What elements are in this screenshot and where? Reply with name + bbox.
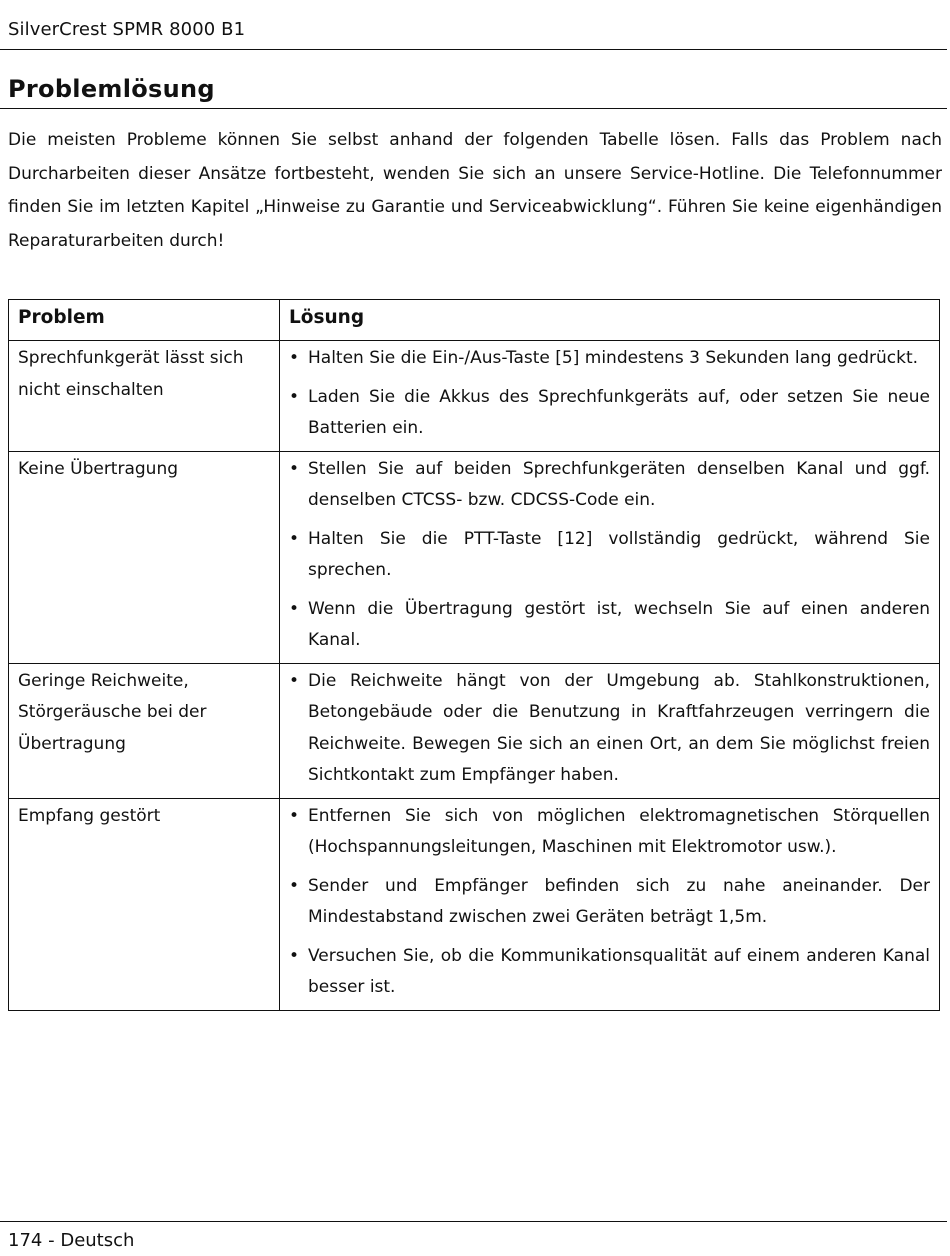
footer-separator: - — [48, 1230, 55, 1251]
problem-cell: Geringe Reichweite, Störgeräusche bei der Übertragung — [9, 663, 280, 798]
title-divider — [0, 108, 947, 109]
header-divider — [0, 49, 947, 50]
running-header-title: SilverCrest SPMR 8000 B1 — [8, 19, 246, 40]
solution-text: Halten Sie die Ein-/Aus-Taste [5] mindestens 3 Sekunden lang gedrückt. — [308, 348, 919, 368]
solution-item — [289, 666, 930, 792]
page-number: 174 — [8, 1230, 43, 1251]
column-header-solution: Lösung — [280, 300, 940, 341]
bullet-icon: • — [289, 805, 300, 826]
bullet-icon: • — [289, 670, 300, 691]
solution-item — [289, 454, 930, 517]
bullet-icon: • — [289, 386, 300, 407]
problem-cell: Empfang gestört — [9, 798, 280, 1010]
solution-item — [289, 871, 930, 934]
bullet-icon: • — [289, 945, 300, 966]
solution-cell — [280, 798, 940, 1010]
bullet-icon: • — [289, 348, 300, 368]
solution-text: Stellen Sie auf beiden Sprechfunkgeräten denselben Kanal und ggf. denselben CTCSS- bzw. CDCSS-Code ein. — [308, 458, 930, 510]
solution-item — [289, 343, 930, 375]
bullet-icon: • — [289, 598, 300, 619]
table-row — [9, 341, 940, 452]
solution-text: Sender und Empfänger befinden sich zu nahe aneinander. Der Mindestabstand zwischen zwei Geräten beträgt 1,5m. — [308, 875, 930, 927]
solution-cell — [280, 663, 940, 798]
problem-cell: Keine Übertragung — [9, 451, 280, 663]
solution-item — [289, 594, 930, 657]
problem-cell: Sprechfunkgerät lässt sich nicht einschalten — [9, 341, 280, 452]
solution-text: Wenn die Übertragung gestört ist, wechseln Sie auf einen anderen Kanal. — [308, 598, 930, 650]
table-row — [9, 798, 940, 1010]
table-row — [9, 663, 940, 798]
solution-text: Die Reichweite hängt von der Umgebung ab. Stahlkonstruktionen, Betongebäude oder die Benutzung in Kraftfahrzeugen verringern die Reichweite. Bewegen Sie sich an einen Ort, an dem Sie möglichst freien Sichtkontakt zum Empfänger haben. — [308, 670, 930, 785]
column-header-problem: Problem — [9, 300, 280, 341]
footer-divider — [0, 1221, 947, 1222]
solution-text: Laden Sie die Akkus des Sprechfunkgeräts auf, oder setzen Sie neue Batterien ein. — [308, 386, 930, 438]
footer-language: Deutsch — [60, 1230, 135, 1251]
page-footer — [8, 1228, 134, 1254]
section-title: Problemlösung — [8, 75, 215, 103]
solution-item — [289, 382, 930, 445]
intro-paragraph: Die meisten Probleme können Sie selbst anhand der folgenden Tabelle lösen. Falls das Problem nach Durcharbeiten dieser Ansätze fortbesteht, wenden Sie sich an unsere Service-Hotline. Die Telefonnummer finden Sie im letzten Kapitel „Hinweise zu Garantie und Serviceabwicklung“. Führen Sie keine eigenhändigen Reparaturarbeiten durch! — [8, 130, 942, 251]
bullet-icon: • — [289, 458, 300, 479]
bullet-icon: • — [289, 875, 300, 896]
solution-text: Versuchen Sie, ob die Kommunikationsqualität auf einem anderen Kanal besser ist. — [308, 945, 930, 997]
solution-text: Halten Sie die PTT-Taste [12] vollständig gedrückt, während Sie sprechen. — [308, 528, 930, 580]
solution-text: Entfernen Sie sich von möglichen elektromagnetischen Störquellen (Hochspannungsleitungen, Maschinen mit Elektromotor usw.). — [308, 805, 930, 857]
solution-item — [289, 941, 930, 1004]
table-header-row — [9, 300, 940, 341]
table-row — [9, 451, 940, 663]
solution-cell — [280, 451, 940, 663]
troubleshooting-table — [8, 299, 940, 1011]
bullet-icon: • — [289, 528, 300, 549]
solution-item — [289, 524, 930, 587]
solution-item — [289, 801, 930, 864]
solution-cell — [280, 341, 940, 452]
